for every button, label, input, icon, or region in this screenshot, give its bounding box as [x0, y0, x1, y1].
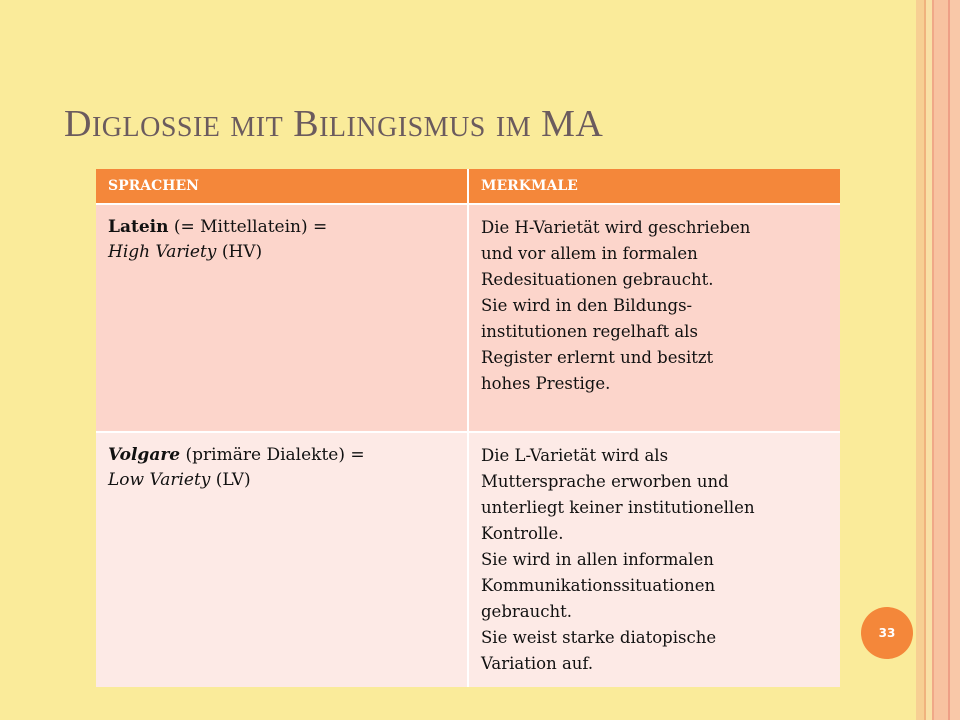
decorative-stripe [916, 0, 924, 720]
language-name: Latein [108, 217, 169, 237]
variety-abbr: (HV) [216, 242, 263, 262]
slide-title: DIGLOSSIE MIT BILINGISMUS IM MA [64, 103, 604, 145]
feature-line: Die L-Varietät wird als [481, 446, 669, 465]
header-sprachen: SPRACHEN [96, 169, 468, 204]
page-number-badge: 33 [861, 607, 913, 659]
variety-name: Low Variety [108, 470, 211, 490]
feature-line: Sie wird in allen informalen [481, 550, 714, 569]
decorative-stripe [934, 0, 948, 720]
feature-line: Muttersprache erworben und [481, 472, 729, 491]
feature-line: Die H-Varietät wird geschrieben [481, 218, 751, 237]
variety-name: High Variety [108, 242, 217, 262]
variety-abbr: (LV) [210, 470, 251, 490]
table-row [96, 204, 840, 432]
decorative-stripe [950, 0, 960, 720]
language-note: (primäre Dialekte) = [180, 445, 365, 465]
feature-line: und vor allem in formalen [481, 244, 698, 263]
feature-line: gebraucht. [481, 602, 572, 621]
feature-line: Redesituationen gebraucht. [481, 270, 714, 289]
table-row [96, 432, 840, 687]
language-name: Volgare [108, 445, 181, 465]
feature-line: Sie weist starke diatopische [481, 628, 717, 647]
feature-line: unterliegt keiner institutionellen [481, 498, 755, 517]
features-cell [468, 204, 840, 432]
feature-line: Variation auf. [481, 654, 594, 673]
features-cell [468, 432, 840, 687]
language-cell [96, 432, 468, 687]
language-cell [96, 204, 468, 432]
header-merkmale: MERKMALE [468, 169, 840, 204]
diglossia-table [96, 169, 840, 687]
feature-line: Sie wird in den Bildungs- [481, 296, 693, 315]
feature-line: Register erlernt und besitzt [481, 348, 714, 367]
feature-line: hohes Prestige. [481, 374, 611, 393]
feature-line: institutionen regelhaft als [481, 322, 698, 341]
feature-line: Kontrolle. [481, 524, 564, 543]
language-note: (= Mittellatein) = [168, 217, 328, 237]
feature-line: Kommunikationssituationen [481, 576, 716, 595]
table-header-row [96, 169, 840, 204]
